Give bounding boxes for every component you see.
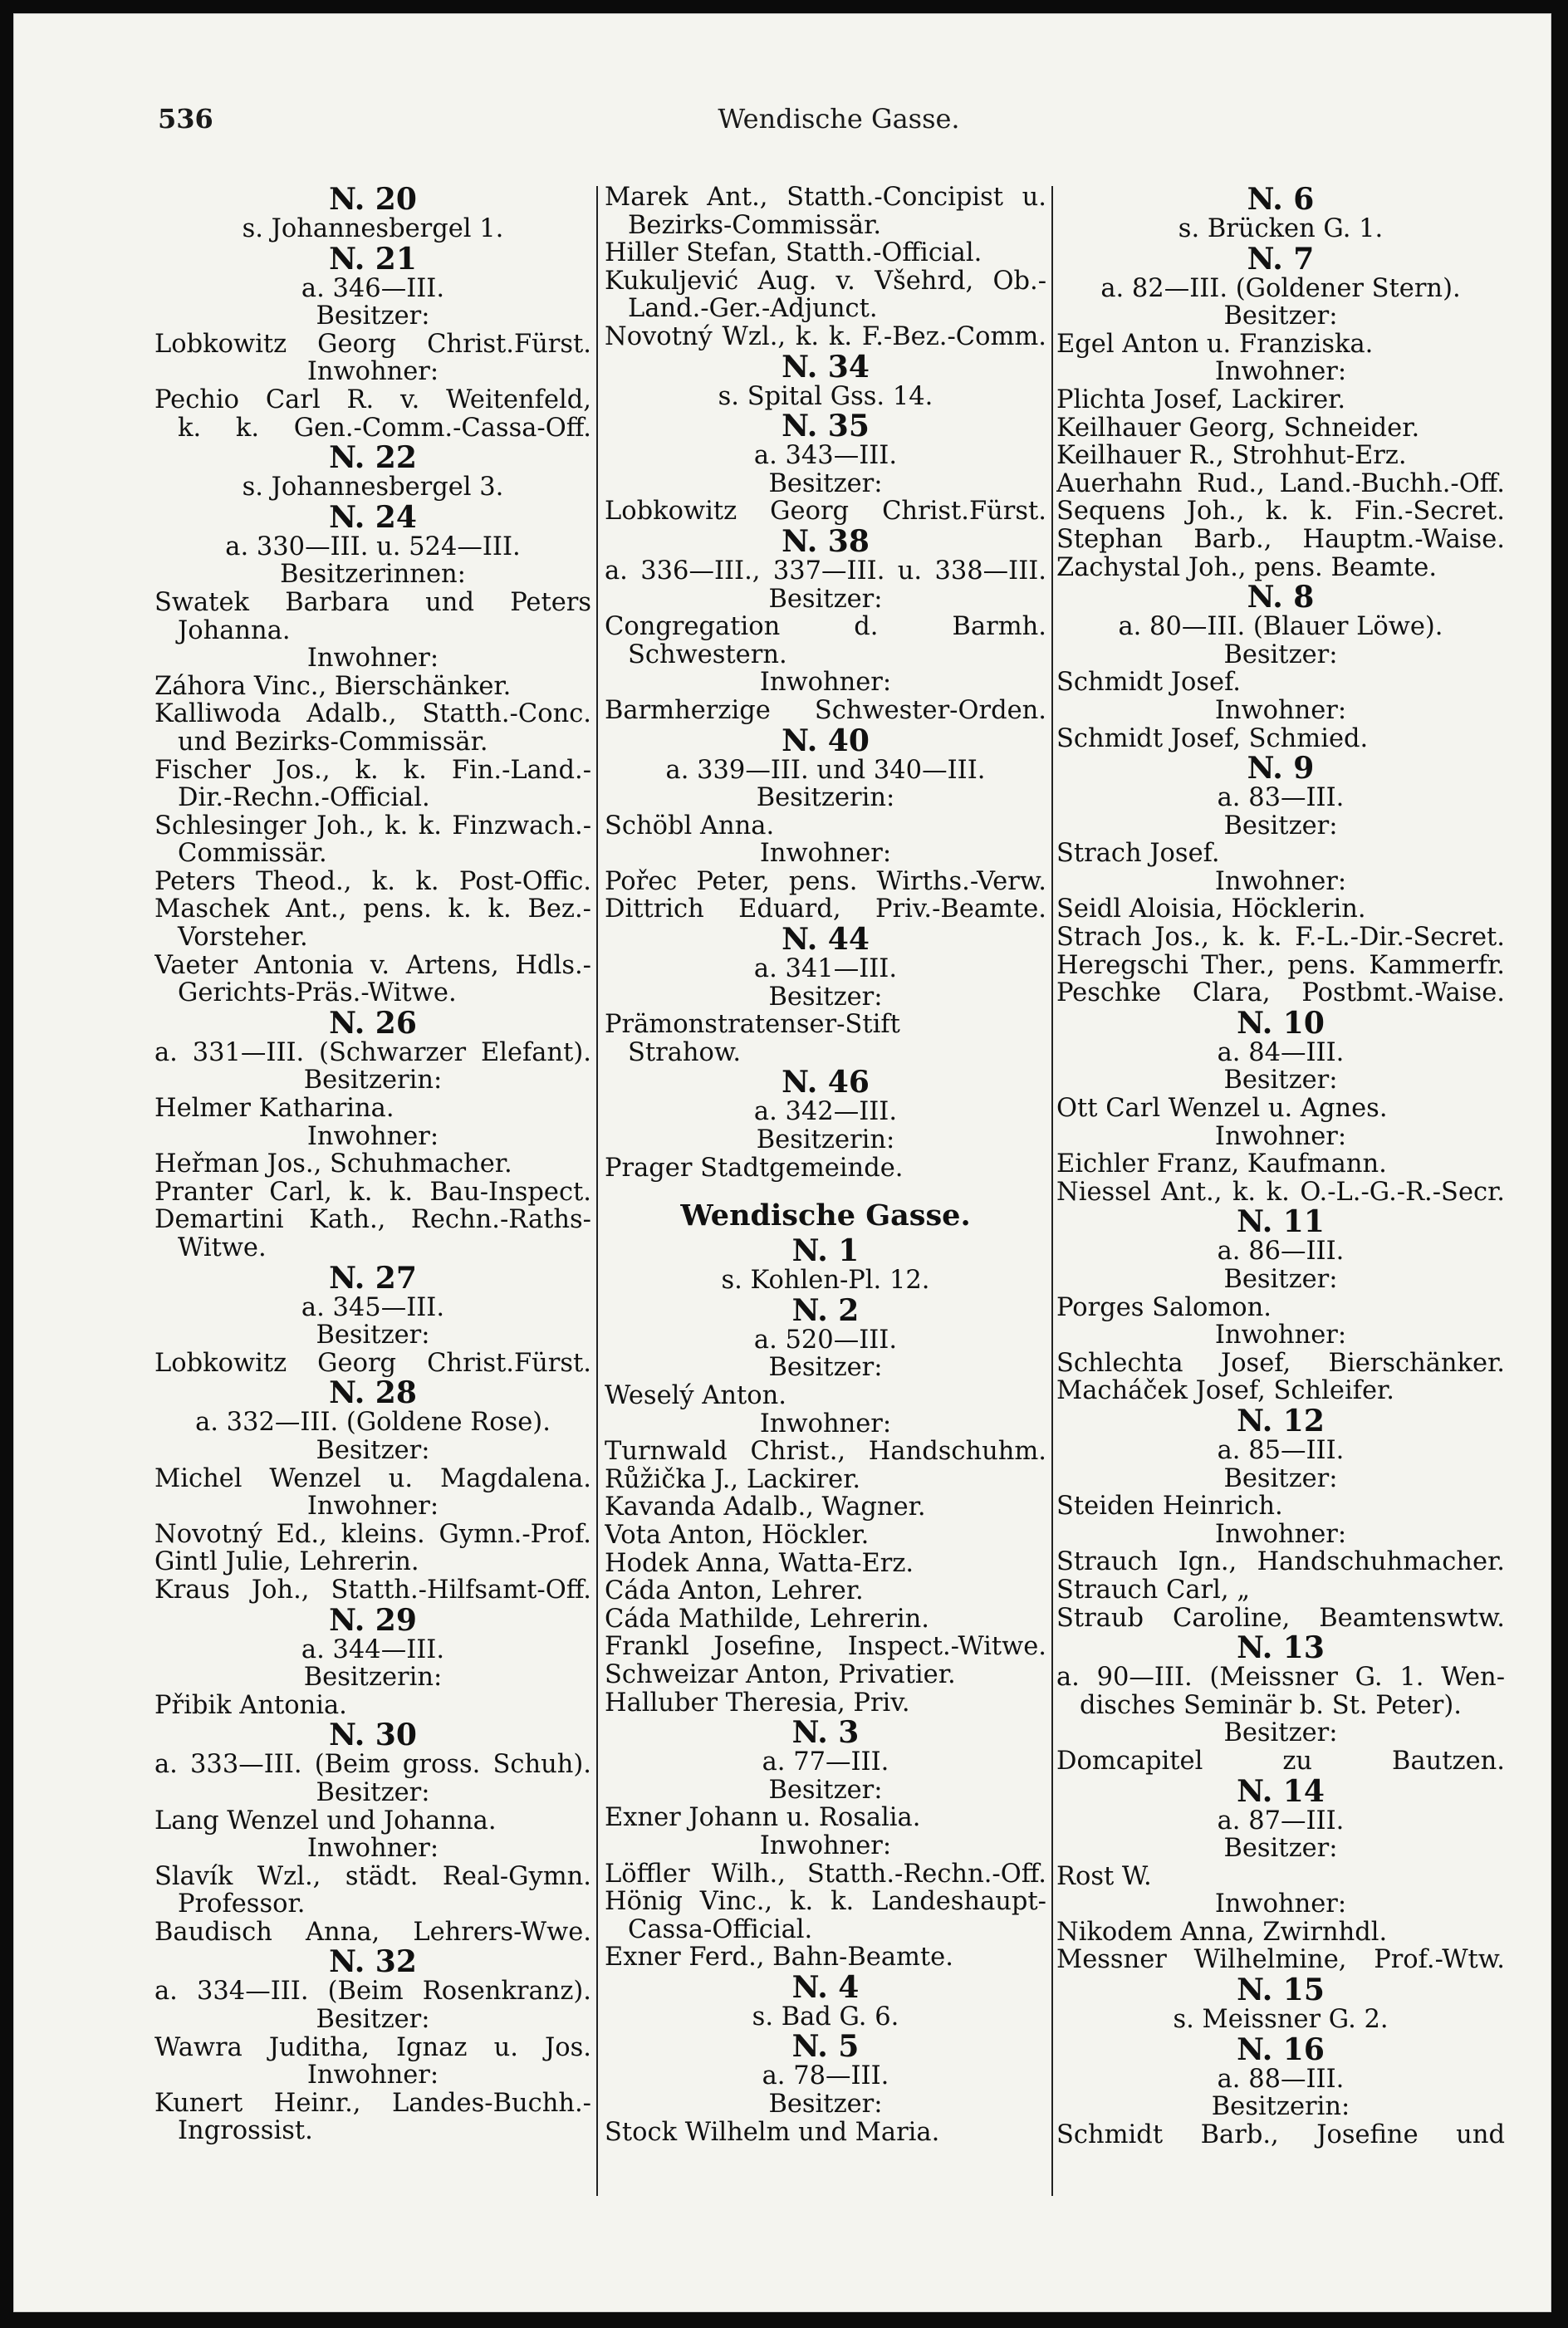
page bbox=[13, 13, 1551, 2312]
centered-line: s. Bad G. 6. bbox=[752, 2002, 899, 2031]
column-rule-right bbox=[1051, 186, 1053, 2196]
centered-line: Besitzerin: bbox=[303, 1664, 443, 1692]
house-number-heading: N. 9 bbox=[1247, 752, 1315, 785]
house-number-heading: N. 35 bbox=[782, 410, 870, 443]
centered-line: Inwohner: bbox=[759, 669, 892, 697]
centered-line: a. 88—III. bbox=[1217, 2065, 1345, 2094]
entry-line: Halluber Theresia, Priv. bbox=[605, 1688, 910, 1718]
entry-continuation-line: Strahow. bbox=[628, 1038, 742, 1067]
entry-line: Domcapitel zu Bautzen. bbox=[1056, 1747, 1505, 1776]
centered-line: s. Spital Gss. 14. bbox=[718, 382, 933, 411]
centered-line: Besitzer: bbox=[316, 1321, 430, 1350]
house-number-heading: N. 5 bbox=[791, 2031, 860, 2063]
entry-line: Turnwald Christ., Handschuhm. bbox=[605, 1438, 1046, 1466]
centered-line: a. 332—III. (Goldene Rose). bbox=[195, 1409, 551, 1437]
centered-line: a. 84—III. bbox=[1217, 1038, 1345, 1067]
centered-line: Inwohner: bbox=[306, 644, 439, 673]
entry-line: Novotný Ed., kleins. Gymn.-Prof. bbox=[154, 1520, 591, 1549]
entry-line: Růžička J., Lackirer. bbox=[605, 1465, 861, 1494]
centered-line: a. 86—III. bbox=[1217, 1238, 1345, 1266]
column-2 bbox=[605, 184, 1046, 2146]
entry-line: Macháček Josef, Schleifer. bbox=[1056, 1377, 1394, 1405]
house-number-heading: N. 2 bbox=[791, 1294, 860, 1326]
centered-line: s. Johannesbergel 1. bbox=[242, 215, 504, 243]
house-number-heading: N. 40 bbox=[782, 724, 870, 757]
entry-line: Strach Jos., k. k. F.-L.-Dir.-Secret. bbox=[1056, 924, 1505, 952]
entry-line: Congregation d. Barmh. bbox=[605, 613, 1046, 641]
entry-line: Messner Wilhelmine, Prof.-Wtw. bbox=[1056, 1946, 1505, 1975]
entry-continuation-line: Gerichts-Präs.-Witwe. bbox=[178, 979, 457, 1007]
running-header bbox=[158, 103, 1520, 153]
entry-continuation-line: Bezirks-Commissär. bbox=[628, 211, 882, 240]
house-number-heading: N. 20 bbox=[329, 184, 417, 215]
entry-continuation-line: Land.-Ger.-Adjunct. bbox=[628, 295, 878, 323]
entry-line: Kraus Joh., Statth.-Hilfsamt-Off. bbox=[154, 1576, 591, 1605]
entry-line: Demartini Kath., Rechn.-Raths- bbox=[154, 1206, 591, 1234]
entry-continuation-line: disches Seminär b. St. Peter). bbox=[1080, 1691, 1462, 1720]
entry-line: Kukuljević Aug. v. Všehrd, Ob.- bbox=[605, 267, 1046, 296]
entry-line: Kalliwoda Adalb., Statth.-Conc. bbox=[154, 700, 591, 728]
house-number-heading: N. 15 bbox=[1237, 1974, 1325, 2007]
section-heading: Wendische Gasse. bbox=[680, 1198, 971, 1233]
entry-line: Schlechta Josef, Bierschänker. bbox=[1056, 1349, 1505, 1378]
entry-line: Löffler Wilh., Statth.-Rechn.-Off. bbox=[605, 1860, 1046, 1889]
centered-line: Besitzerinnen: bbox=[280, 561, 466, 589]
centered-line: a. 342—III. bbox=[753, 1098, 898, 1127]
house-number-heading: N. 22 bbox=[329, 442, 417, 474]
centered-line: Besitzer: bbox=[1223, 1835, 1338, 1863]
entry-line: Plichta Josef, Lackirer. bbox=[1056, 385, 1346, 414]
entry-line: Straub Caroline, Beamtenswtw. bbox=[1056, 1604, 1505, 1633]
entry-line: Eichler Franz, Kaufmann. bbox=[1056, 1150, 1387, 1179]
centered-line: a. 87—III. bbox=[1217, 1806, 1345, 1835]
house-number-heading: N. 6 bbox=[1247, 184, 1315, 215]
centered-line: Besitzer: bbox=[1223, 1066, 1338, 1095]
house-number-heading: N. 46 bbox=[782, 1066, 870, 1099]
entry-line: Fischer Jos., k. k. Fin.-Land.- bbox=[154, 756, 591, 785]
entry-line: Sequens Joh., k. k. Fin.-Secret. bbox=[1056, 497, 1505, 526]
entry-continuation-line: Dir.-Rechn.-Official. bbox=[178, 784, 430, 812]
centered-line: Besitzer: bbox=[1223, 1266, 1338, 1294]
centered-line: Inwohner: bbox=[1214, 1520, 1347, 1549]
centered-line: Inwohner: bbox=[1214, 1321, 1347, 1350]
entry-line: Strauch Carl, „ bbox=[1056, 1576, 1251, 1605]
house-number-heading: N. 7 bbox=[1247, 243, 1315, 275]
centered-line: Inwohner: bbox=[1214, 1890, 1347, 1919]
house-number-heading: N. 16 bbox=[1237, 2033, 1325, 2066]
column-3 bbox=[1056, 184, 1505, 2149]
centered-line: Inwohner: bbox=[1214, 696, 1347, 725]
house-number-heading: N. 24 bbox=[329, 501, 417, 533]
entry-line: Hönig Vinc., k. k. Landeshaupt- bbox=[605, 1888, 1046, 1916]
entry-line: Lobkowitz Georg Christ.Fürst. bbox=[154, 1349, 591, 1378]
centered-line: a. 78—III. bbox=[762, 2062, 889, 2091]
entry-continuation-line: Ingrossist. bbox=[178, 2117, 313, 2146]
entry-line: Schmidt Josef, Schmied. bbox=[1056, 724, 1369, 753]
house-number-heading: N. 44 bbox=[782, 924, 870, 956]
entry-line: Porges Salomon. bbox=[1056, 1293, 1272, 1322]
entry-line: Wawra Juditha, Ignaz u. Jos. bbox=[154, 2033, 591, 2062]
house-number-heading: N. 28 bbox=[329, 1377, 417, 1409]
centered-line: Besitzer: bbox=[768, 2090, 883, 2119]
entry-line: Peschke Clara, Postbmt.-Waise. bbox=[1056, 979, 1505, 1007]
centered-line: Besitzerin: bbox=[1211, 2093, 1350, 2121]
entry-line: Exner Ferd., Bahn-Beamte. bbox=[605, 1943, 953, 1972]
centered-line: Besitzer: bbox=[1223, 640, 1338, 669]
centered-line: Besitzer: bbox=[768, 585, 883, 614]
centered-line: a. 344—III. bbox=[301, 1635, 445, 1664]
entry-continuation-line: Professor. bbox=[178, 1890, 306, 1919]
centered-line: Inwohner: bbox=[759, 1831, 892, 1860]
centered-line: Inwohner: bbox=[759, 840, 892, 868]
centered-line: Inwohner: bbox=[759, 1409, 892, 1438]
centered-line: Inwohner: bbox=[1214, 358, 1347, 386]
entry-line: Swatek Barbara und Peters bbox=[154, 588, 591, 617]
entry-line: Auerhahn Rud., Land.-Buchh.-Off. bbox=[1056, 469, 1505, 498]
entry-line: a. 334—III. (Beim Rosenkranz). bbox=[154, 1978, 591, 2007]
centered-line: Besitzer: bbox=[768, 1776, 883, 1805]
entry-line: Schweizar Anton, Privatier. bbox=[605, 1660, 956, 1689]
entry-line: Vaeter Antonia v. Artens, Hdls.- bbox=[154, 951, 591, 980]
centered-line: Inwohner: bbox=[1214, 1122, 1347, 1151]
house-number-heading: N. 26 bbox=[329, 1007, 417, 1039]
house-number-heading: N. 10 bbox=[1237, 1007, 1325, 1039]
entry-line: Kunert Heinr., Landes-Buchh.- bbox=[154, 2089, 591, 2118]
centered-line: Besitzer: bbox=[1223, 1464, 1338, 1493]
centered-line: Inwohner: bbox=[306, 1835, 439, 1863]
entry-line: Niessel Ant., k. k. O.-L.-G.-R.-Secr. bbox=[1056, 1178, 1505, 1207]
column-1 bbox=[154, 184, 591, 2145]
entry-line: Heregschi Ther., pens. Kammerfr. bbox=[1056, 951, 1505, 980]
centered-line: a. 85—III. bbox=[1217, 1436, 1345, 1465]
centered-line: Besitzer: bbox=[768, 469, 883, 498]
centered-line: a. 83—III. bbox=[1217, 784, 1345, 812]
entry-line: Steiden Heinrich. bbox=[1056, 1492, 1283, 1521]
entry-line: Schmidt Barb., Josefine und bbox=[1056, 2120, 1505, 2149]
entry-line: a. 336—III., 337—III. u. 338—III. bbox=[605, 556, 1046, 586]
centered-line: s. Johannesbergel 3. bbox=[242, 473, 504, 502]
entry-line: Kavanda Adalb., Wagner. bbox=[605, 1493, 926, 1522]
entry-line: Lobkowitz Georg Christ.Fürst. bbox=[154, 330, 591, 359]
entry-line: a. 331—III. (Schwarzer Elefant). bbox=[154, 1038, 591, 1067]
entry-line: Strach Josef. bbox=[1056, 840, 1220, 868]
house-number-heading: N. 38 bbox=[782, 525, 870, 557]
entry-line: Zachystal Joh., pens. Beamte. bbox=[1056, 553, 1438, 582]
column-rule-left bbox=[596, 186, 598, 2196]
centered-line: a. 80—III. (Blauer Löwe). bbox=[1118, 613, 1443, 641]
entry-line: a. 333—III. (Beim gross. Schuh). bbox=[154, 1751, 591, 1779]
centered-line: a. 77—III. bbox=[762, 1748, 889, 1777]
centered-line: Inwohner: bbox=[306, 358, 439, 386]
house-number-heading: N. 4 bbox=[791, 1971, 860, 2003]
house-number-heading: N. 3 bbox=[791, 1717, 860, 1749]
entry-continuation-line: k. k. Gen.-Comm.-Cassa-Off. bbox=[178, 414, 591, 443]
centered-line: s. Meissner G. 2. bbox=[1173, 2006, 1389, 2034]
entry-line: Gintl Julie, Lehrerin. bbox=[154, 1548, 419, 1576]
centered-line: Besitzerin: bbox=[303, 1066, 443, 1095]
centered-line: Besitzer: bbox=[1223, 1719, 1338, 1747]
entry-line: Prämonstratenser-Stift bbox=[605, 1011, 900, 1039]
entry-line: Stock Wilhelm und Maria. bbox=[605, 2118, 940, 2147]
entry-line: Lobkowitz Georg Christ.Fürst. bbox=[605, 497, 1046, 526]
entry-line: Stephan Barb., Hauptm.-Waise. bbox=[1056, 525, 1505, 554]
centered-line: Inwohner: bbox=[306, 2061, 439, 2090]
centered-line: Besitzer: bbox=[316, 1778, 430, 1807]
entry-continuation-line: Schwestern. bbox=[628, 640, 787, 669]
running-title: Wendische Gasse. bbox=[718, 103, 960, 135]
house-number-heading: N. 11 bbox=[1237, 1206, 1325, 1238]
entry-line: Egel Anton u. Franziska. bbox=[1056, 330, 1374, 359]
house-number-heading: N. 12 bbox=[1237, 1404, 1325, 1437]
entry-line: Ott Carl Wenzel u. Agnes. bbox=[1056, 1095, 1388, 1123]
entry-line: Schlesinger Joh., k. k. Finzwach.- bbox=[154, 811, 591, 841]
entry-line: Lang Wenzel und Johanna. bbox=[154, 1806, 497, 1835]
entry-continuation-line: Commissär. bbox=[178, 840, 327, 868]
house-number-heading: N. 8 bbox=[1247, 581, 1315, 614]
centered-line: a. 345—III. bbox=[301, 1293, 445, 1322]
entry-line: Hiller Stefan, Statth.-Official. bbox=[605, 239, 982, 267]
entry-continuation-line: Cassa-Official. bbox=[628, 1915, 813, 1944]
centered-line: Besitzer: bbox=[316, 302, 430, 331]
centered-line: Besitzer: bbox=[316, 2006, 430, 2034]
entry-continuation-line: Johanna. bbox=[178, 616, 291, 645]
entry-line: Cáda Mathilde, Lehrerin. bbox=[605, 1605, 929, 1634]
entry-line: Marek Ant., Statth.-Concipist u. bbox=[605, 184, 1046, 212]
house-number-heading: N. 14 bbox=[1237, 1775, 1325, 1807]
entry-line: Pořec Peter, pens. Wirths.-Verw. bbox=[605, 867, 1046, 896]
house-number-heading: N. 34 bbox=[782, 350, 870, 383]
entry-line: Michel Wenzel u. Magdalena. bbox=[154, 1464, 591, 1493]
centered-line: Besitzerin: bbox=[756, 1126, 895, 1154]
centered-line: Inwohner: bbox=[1214, 867, 1347, 896]
centered-line: s. Kohlen-Pl. 12. bbox=[721, 1267, 930, 1295]
entry-line: Strauch Ign., Handschuhmacher. bbox=[1056, 1548, 1505, 1576]
centered-line: Inwohner: bbox=[306, 1122, 439, 1151]
house-number-heading: N. 21 bbox=[329, 243, 417, 275]
house-number-heading: N. 13 bbox=[1237, 1632, 1325, 1664]
entry-line: Rost W. bbox=[1056, 1862, 1152, 1891]
entry-line: Maschek Ant., pens. k. k. Bez.- bbox=[154, 895, 591, 924]
entry-line: Vota Anton, Höckler. bbox=[605, 1521, 870, 1550]
entry-continuation-line: Vorsteher. bbox=[178, 924, 308, 952]
house-number-heading: N. 29 bbox=[329, 1604, 417, 1636]
page-number: 536 bbox=[158, 103, 213, 135]
entry-line: Schmidt Josef. bbox=[1056, 669, 1241, 697]
centered-line: s. Brücken G. 1. bbox=[1178, 215, 1384, 243]
centered-line: a. 343—III. bbox=[753, 442, 898, 470]
house-number-heading: N. 32 bbox=[329, 1946, 417, 1978]
centered-line: Besitzer: bbox=[768, 983, 883, 1012]
centered-line: a. 82—III. (Goldener Stern). bbox=[1100, 274, 1461, 303]
entry-line: Baudisch Anna, Lehrers-Wwe. bbox=[154, 1918, 591, 1947]
entry-continuation-line: Witwe. bbox=[178, 1234, 267, 1262]
entry-line: Dittrich Eduard, Priv.-Beamte. bbox=[605, 895, 1046, 924]
entry-line: Barmherzige Schwester-Orden. bbox=[605, 696, 1046, 725]
entry-line: Slavík Wzl., städt. Real-Gymn. bbox=[154, 1862, 591, 1891]
centered-line: Besitzerin: bbox=[756, 784, 895, 812]
centered-line: Besitzer: bbox=[316, 1436, 430, 1465]
entry-line: Seidl Aloisia, Höcklerin. bbox=[1056, 895, 1366, 924]
entry-line: Pechio Carl R. v. Weitenfeld, bbox=[154, 385, 591, 414]
entry-line: Nikodem Anna, Zwirnhdl. bbox=[1056, 1918, 1388, 1947]
entry-line: Přibik Antonia. bbox=[154, 1691, 347, 1720]
entry-line: Weselý Anton. bbox=[605, 1382, 786, 1410]
centered-line: a. 339—III. und 340—III. bbox=[665, 756, 986, 785]
entry-line: Helmer Katharina. bbox=[154, 1095, 394, 1123]
entry-line: Hodek Anna, Watta-Erz. bbox=[605, 1549, 914, 1578]
entry-line: Exner Johann u. Rosalia. bbox=[605, 1804, 921, 1832]
entry-line: Cáda Anton, Lehrer. bbox=[605, 1577, 864, 1605]
entry-line: Schöbl Anna. bbox=[605, 811, 775, 841]
house-number-heading: N. 1 bbox=[791, 1235, 860, 1267]
entry-continuation-line: und Bezirks-Commissär. bbox=[178, 728, 488, 757]
entry-line: Prager Stadtgemeinde. bbox=[605, 1154, 904, 1183]
centered-line: a. 341—III. bbox=[753, 955, 898, 983]
entry-line: Frankl Josefine, Inspect.-Witwe. bbox=[605, 1633, 1046, 1661]
centered-line: Besitzer: bbox=[1223, 811, 1338, 841]
entry-line: Novotný Wzl., k. k. F.-Bez.-Comm. bbox=[605, 322, 1046, 351]
entry-line: a. 90—III. (Meissner G. 1. Wen- bbox=[1056, 1664, 1505, 1692]
entry-line: Záhora Vinc., Bierschänker. bbox=[154, 672, 512, 701]
centered-line: a. 520—III. bbox=[753, 1326, 898, 1355]
entry-line: Keilhauer R., Strohhut-Erz. bbox=[1056, 442, 1407, 470]
entry-line: Heřman Jos., Schuhmacher. bbox=[154, 1150, 512, 1179]
centered-line: Besitzer: bbox=[1223, 302, 1338, 331]
entry-line: Pranter Carl, k. k. Bau-Inspect. bbox=[154, 1178, 591, 1207]
centered-line: a. 330—III. u. 524—III. bbox=[225, 532, 521, 561]
centered-line: Inwohner: bbox=[306, 1492, 439, 1521]
house-number-heading: N. 27 bbox=[329, 1262, 417, 1294]
house-number-heading: N. 30 bbox=[329, 1719, 417, 1752]
centered-line: Besitzer: bbox=[768, 1354, 883, 1382]
centered-line: a. 346—III. bbox=[301, 274, 445, 303]
entry-line: Keilhauer Georg, Schneider. bbox=[1056, 414, 1420, 443]
entry-line: Peters Theod., k. k. Post-Offic. bbox=[154, 867, 591, 896]
